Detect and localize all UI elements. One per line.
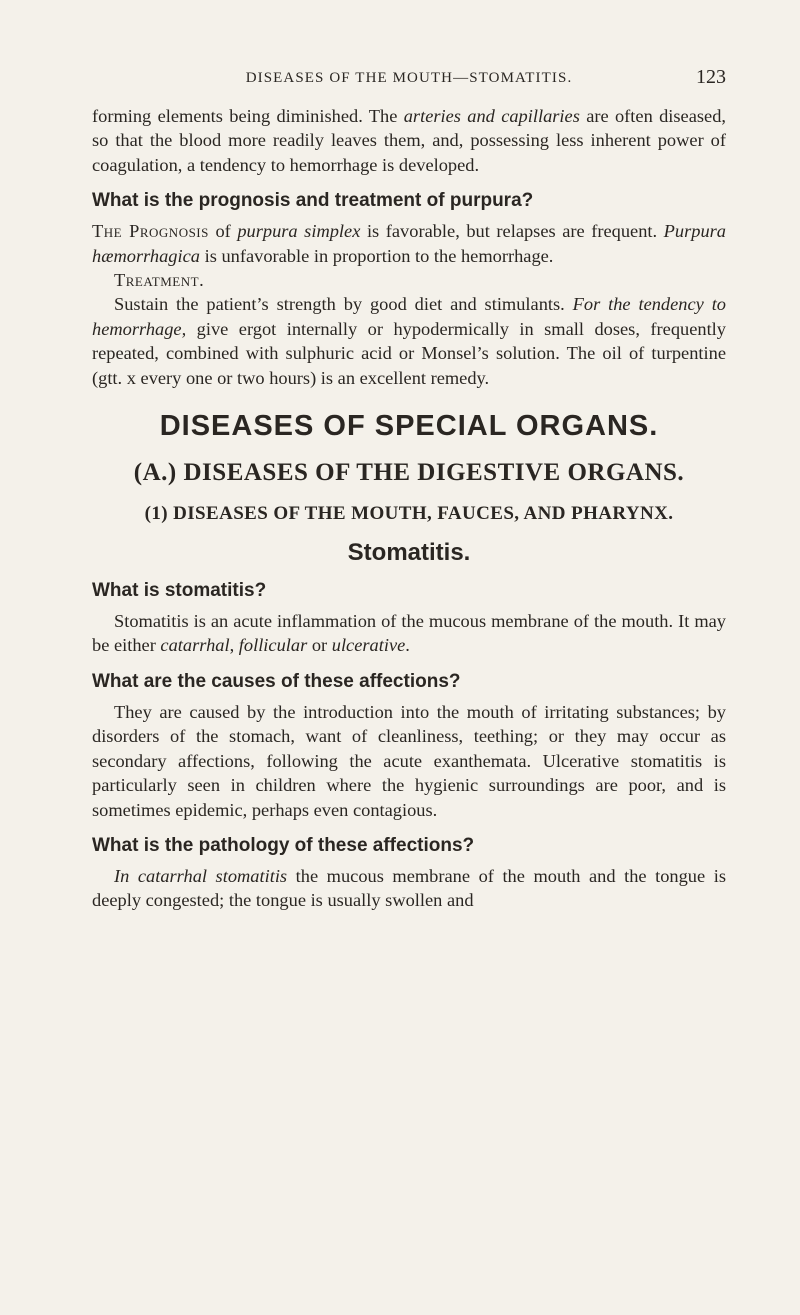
page-number: 123 bbox=[696, 66, 726, 88]
text-run: the mucous membrane of the mouth and the tongue is deeply congested; the tongue is usually swollen and bbox=[92, 865, 726, 911]
heading-special-organs: DISEASES OF SPECIAL ORGANS. bbox=[159, 410, 659, 443]
text-run: forming elements being diminished. The bbox=[92, 106, 404, 126]
text-run: of bbox=[208, 221, 238, 242]
italic-term: For the tendency to hemorrhage, bbox=[92, 294, 726, 339]
running-header bbox=[92, 66, 726, 92]
italic-term: ulcerative bbox=[331, 635, 406, 656]
italic-term: follicular bbox=[238, 635, 308, 656]
italic-term: In catarrhal stomatitis bbox=[114, 865, 288, 886]
text-run: is favorable, but relapses are frequent. bbox=[360, 221, 664, 242]
heading-digestive-organs: (A.) DISEASES OF THE DIGESTIVE ORGANS. bbox=[133, 459, 685, 487]
paragraph-purpura-pathology bbox=[92, 104, 726, 177]
text-run: , bbox=[229, 635, 239, 656]
text-run: are often diseased, so that the blood more readily leaves them, and, possessing less inherent power of coagulation, a tendency to hemorrhage is developed. bbox=[92, 106, 726, 175]
text-run: give ergot internally or hypodermically in small doses, frequently repeated, combined with sulphuric acid or Monsel’s solution. The oil of turpentine (gtt. x every one or two hours) is an excellent remedy. bbox=[92, 318, 726, 388]
paragraph-treatment bbox=[92, 292, 726, 390]
italic-term: catarrhal bbox=[160, 635, 230, 656]
text-run: Stomatitis is an acute inflammation of the mucous membrane of the mouth. It may be either bbox=[92, 611, 726, 656]
treatment-heading: Treatment. bbox=[114, 270, 205, 291]
running-title: DISEASES OF THE MOUTH—STOMATITIS. bbox=[245, 70, 573, 86]
text-run: is unfavorable in proportion to the hemorrhage. bbox=[199, 245, 554, 266]
italic-term: Purpura hæmorrhagica bbox=[92, 221, 727, 266]
heading-mouth-fauces-pharynx: (1) DISEASES OF THE MOUTH, FAUCES, AND PHARYNX. bbox=[144, 503, 674, 525]
paragraph-prognosis bbox=[92, 219, 726, 268]
question-pathology: What is the pathology of these affections? bbox=[92, 834, 475, 856]
prognosis-lead: The Prognosis bbox=[92, 221, 209, 242]
paragraph-stomatitis-definition bbox=[92, 609, 726, 658]
question-causes: What are the causes of these affections? bbox=[92, 670, 461, 692]
text-run: . bbox=[405, 635, 410, 656]
paragraph-causes: They are caused by the introduction into the mouth of irritating substances; by disorders of the stomach, want of cleanliness, teething; or they may occur as secondary affections, following the acute exanthemata. Ulcerative stomatitis is particularly seen in children where the hygienic surroundings are poor, and is sometimes epidemic, perhaps even contagious. bbox=[92, 701, 726, 820]
question-prognosis-treatment: What is the prognosis and treatment of purpura? bbox=[92, 190, 534, 212]
italic-term: purpura simplex bbox=[237, 221, 361, 242]
page-body bbox=[92, 104, 726, 913]
italic-term: arteries and capillaries bbox=[403, 106, 580, 126]
paragraph-pathology bbox=[92, 864, 726, 913]
heading-stomatitis: Stomatitis. bbox=[347, 539, 471, 567]
text-run: Sustain the patient’s strength by good diet and stimulants. bbox=[114, 294, 573, 315]
text-run: or bbox=[307, 635, 332, 656]
question-what-is-stomatitis: What is stomatitis? bbox=[92, 580, 267, 602]
